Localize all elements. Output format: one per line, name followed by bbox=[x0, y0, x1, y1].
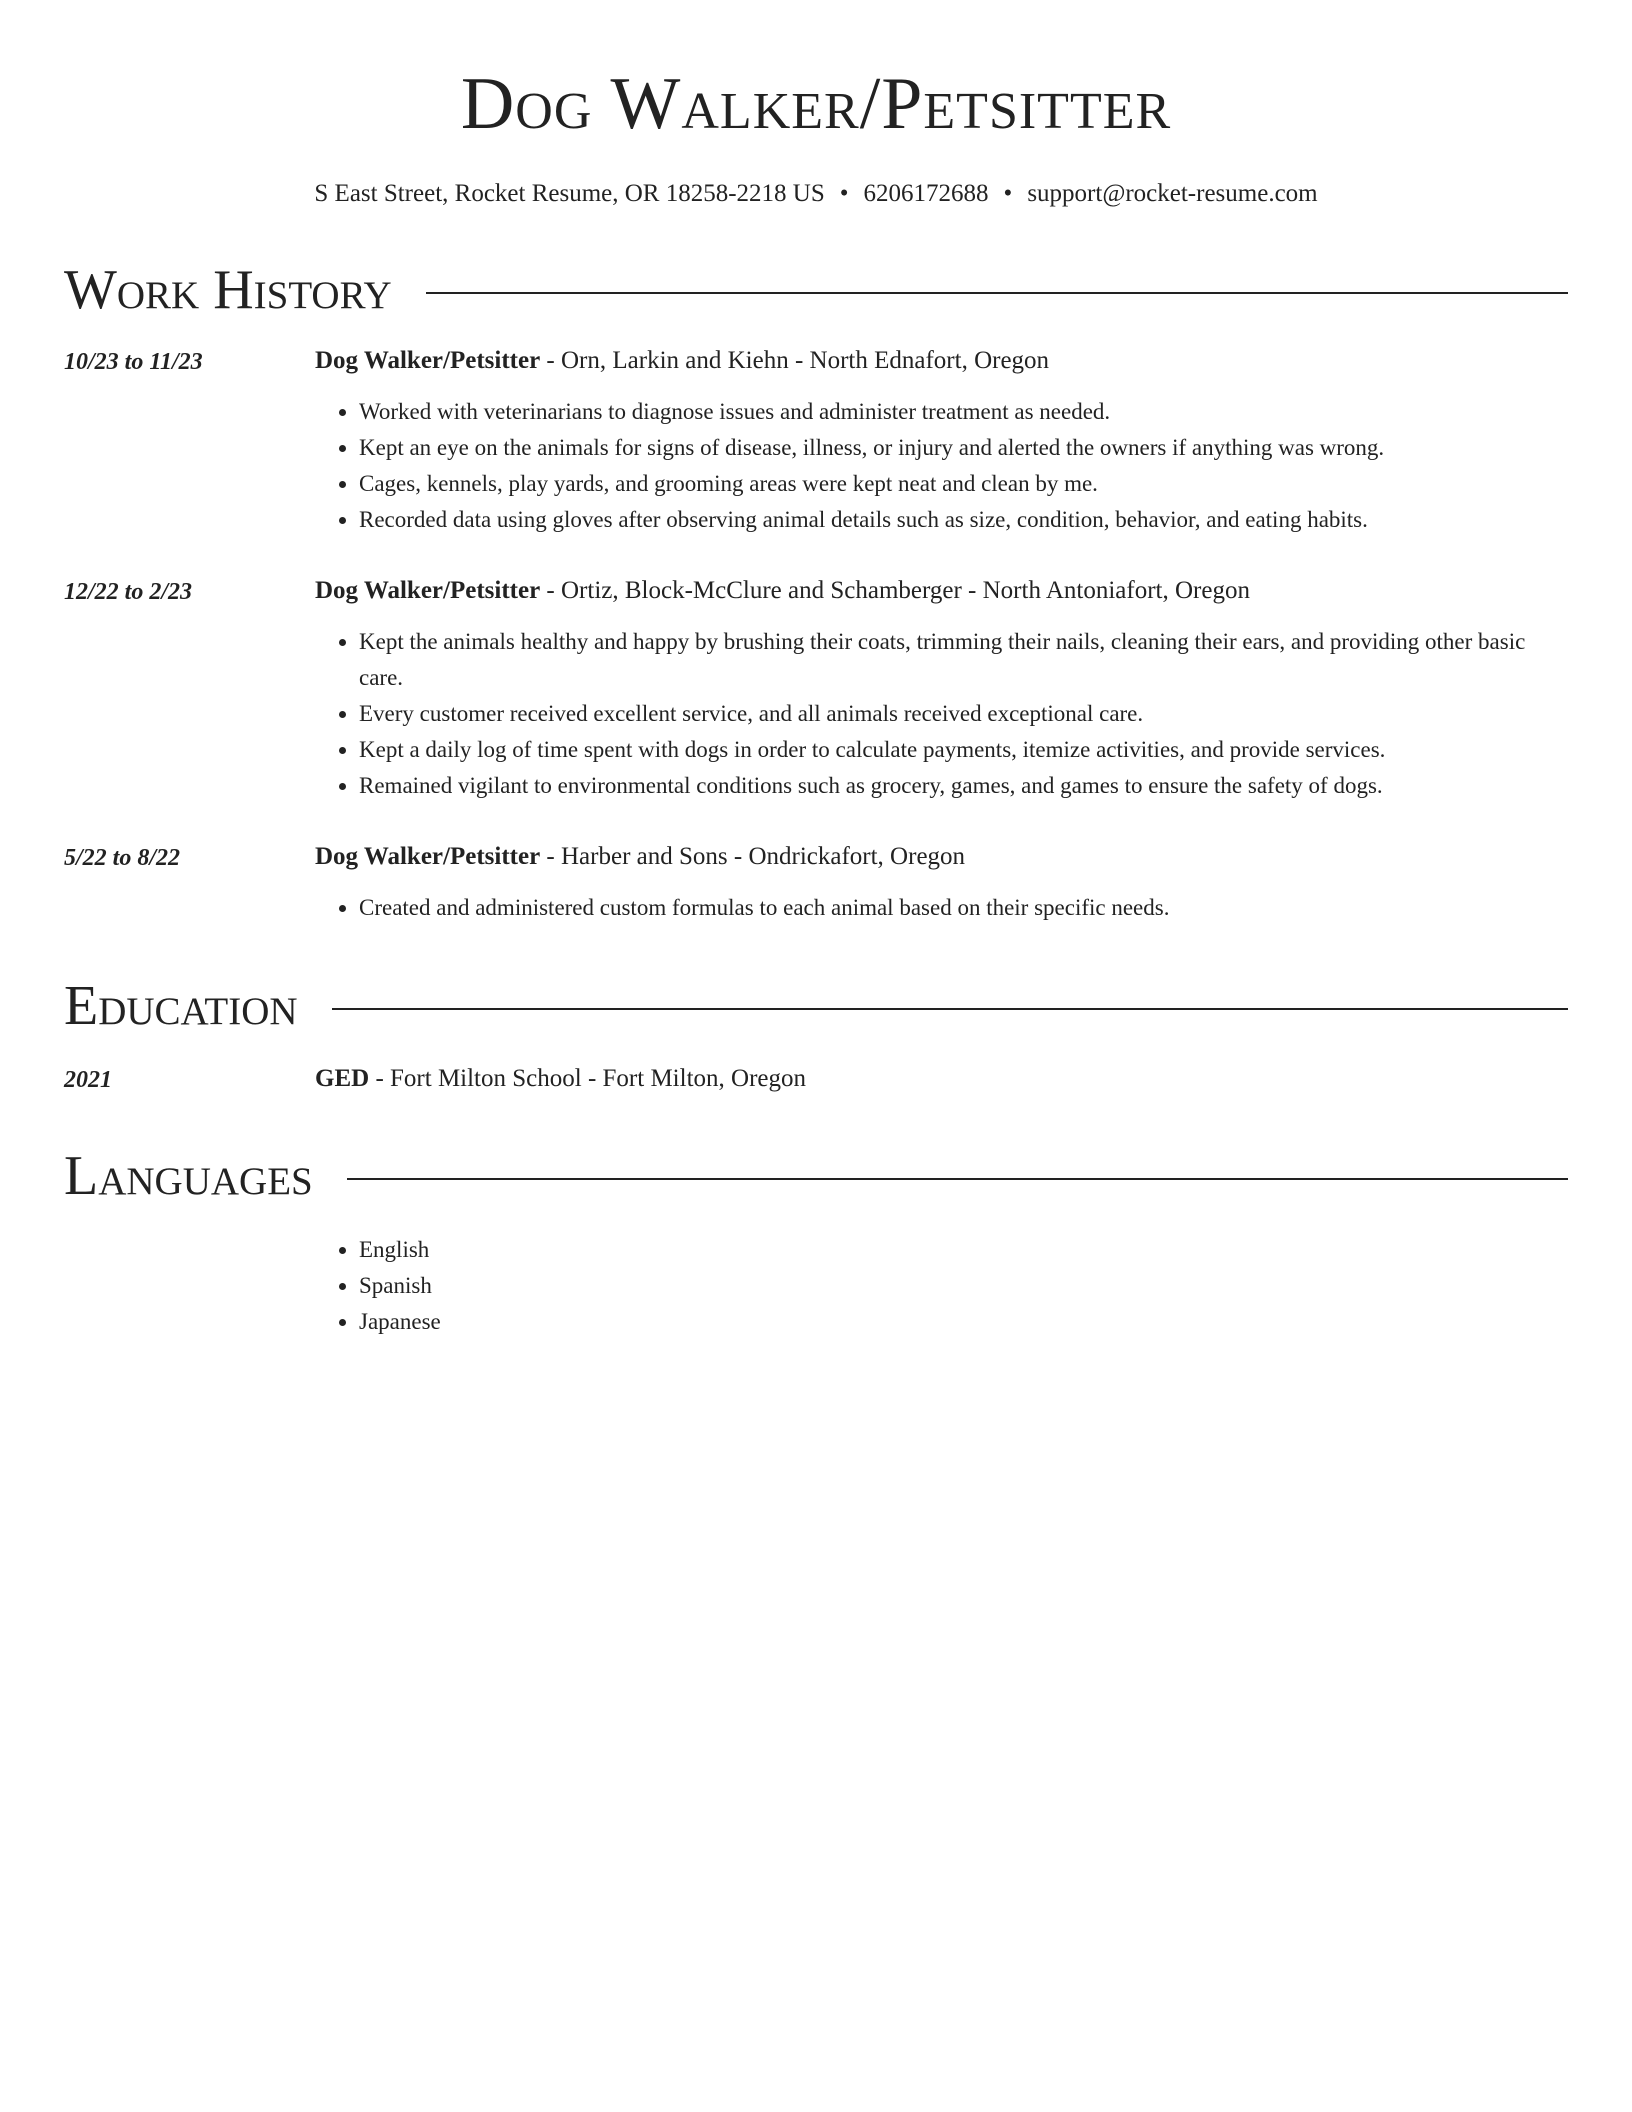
work-entry-bullets bbox=[315, 394, 1568, 538]
work-entry-dates: 5/22 to 8/22 bbox=[64, 845, 181, 871]
bullet-item: • Kept the animals healthy and happy by brushing their coats, trimming their nails, cleaning their ears, and providing other basic care. bbox=[359, 624, 1568, 696]
work-entry-dates: 12/22 to 2/23 bbox=[64, 579, 193, 605]
education-entry-body bbox=[315, 1062, 1568, 1096]
section-divider bbox=[426, 292, 1568, 294]
section-title: Work History bbox=[64, 259, 392, 321]
section-title: Languages bbox=[64, 1145, 313, 1207]
contact-phone: 6206172688 bbox=[863, 180, 989, 207]
contact-separator: • bbox=[839, 180, 849, 207]
languages-bullets bbox=[315, 1232, 1568, 1340]
work-entry-heading bbox=[315, 840, 1568, 874]
work-entry-body bbox=[315, 344, 1568, 538]
work-entry-body bbox=[315, 840, 1568, 926]
bullet-item: • Every customer received excellent service, and all animals received exceptional care. bbox=[359, 696, 1568, 732]
bullet-item: • Remained vigilant to environmental conditions such as grocery, games, and games to ensure the safety of dogs. bbox=[359, 768, 1568, 804]
education-section bbox=[64, 974, 1568, 1096]
bullet-item: • Worked with veterinarians to diagnose issues and administer treatment as needed. bbox=[359, 394, 1568, 430]
language-item: • Spanish bbox=[359, 1268, 1568, 1304]
work-entry-heading bbox=[315, 574, 1568, 608]
education-header bbox=[64, 974, 1568, 1038]
bullet-item: • Recorded data using gloves after observing animal details such as size, condition, behavior, and eating habits. bbox=[359, 502, 1568, 538]
contact-address: S East Street, Rocket Resume, OR 18258-2218 US bbox=[314, 180, 825, 207]
section-title: Education bbox=[64, 975, 298, 1037]
work-entry-body bbox=[315, 574, 1568, 804]
languages-header bbox=[64, 1144, 1568, 1208]
work-entry-details: - Orn, Larkin and Kiehn - North Ednafort, Oregon bbox=[540, 347, 1050, 374]
work-entry-heading bbox=[315, 344, 1568, 378]
education-entry bbox=[64, 1062, 1568, 1096]
bullet-item: • Kept a daily log of time spent with dogs in order to calculate payments, itemize activities, and provide services. bbox=[359, 732, 1568, 768]
work-entry-role: Dog Walker/Petsitter bbox=[315, 577, 541, 604]
work-entry bbox=[64, 574, 1568, 804]
contact-line bbox=[64, 178, 1568, 210]
work-entry-details: - Ortiz, Block-McClure and Schamberger - North Antoniafort, Oregon bbox=[540, 577, 1250, 604]
contact-email: support@rocket-resume.com bbox=[1027, 180, 1318, 207]
bullet-item: • Created and administered custom formulas to each animal based on their specific needs. bbox=[359, 890, 1568, 926]
language-item: • Japanese bbox=[359, 1304, 1568, 1340]
work-entry bbox=[64, 344, 1568, 538]
work-history-section bbox=[64, 258, 1568, 926]
education-degree: GED bbox=[315, 1065, 370, 1092]
bullet-item: • Cages, kennels, play yards, and grooming areas were kept neat and clean by me. bbox=[359, 466, 1568, 502]
resume-name: Dog Walker/Petsitter bbox=[460, 63, 1172, 145]
education-details: - Fort Milton School - Fort Milton, Oregon bbox=[369, 1065, 806, 1092]
language-item: • English bbox=[359, 1232, 1568, 1268]
work-entry-role: Dog Walker/Petsitter bbox=[315, 347, 541, 374]
education-heading bbox=[315, 1062, 1568, 1096]
work-entry-bullets bbox=[315, 624, 1568, 804]
work-entry bbox=[64, 840, 1568, 926]
work-entry-dates: 10/23 to 11/23 bbox=[64, 349, 203, 375]
work-history-header bbox=[64, 258, 1568, 322]
contact-separator: • bbox=[1003, 180, 1013, 207]
section-divider bbox=[332, 1008, 1568, 1010]
languages-section bbox=[64, 1144, 1568, 1340]
education-year: 2021 bbox=[64, 1067, 112, 1093]
bullet-item: • Kept an eye on the animals for signs of disease, illness, or injury and alerted the owners if anything was wrong. bbox=[359, 430, 1568, 466]
work-entry-role: Dog Walker/Petsitter bbox=[315, 843, 541, 870]
languages-list bbox=[315, 1232, 1568, 1340]
work-entry-bullets bbox=[315, 890, 1568, 926]
section-divider bbox=[347, 1178, 1568, 1180]
work-entry-details: - Harber and Sons - Ondrickafort, Oregon bbox=[540, 843, 966, 870]
